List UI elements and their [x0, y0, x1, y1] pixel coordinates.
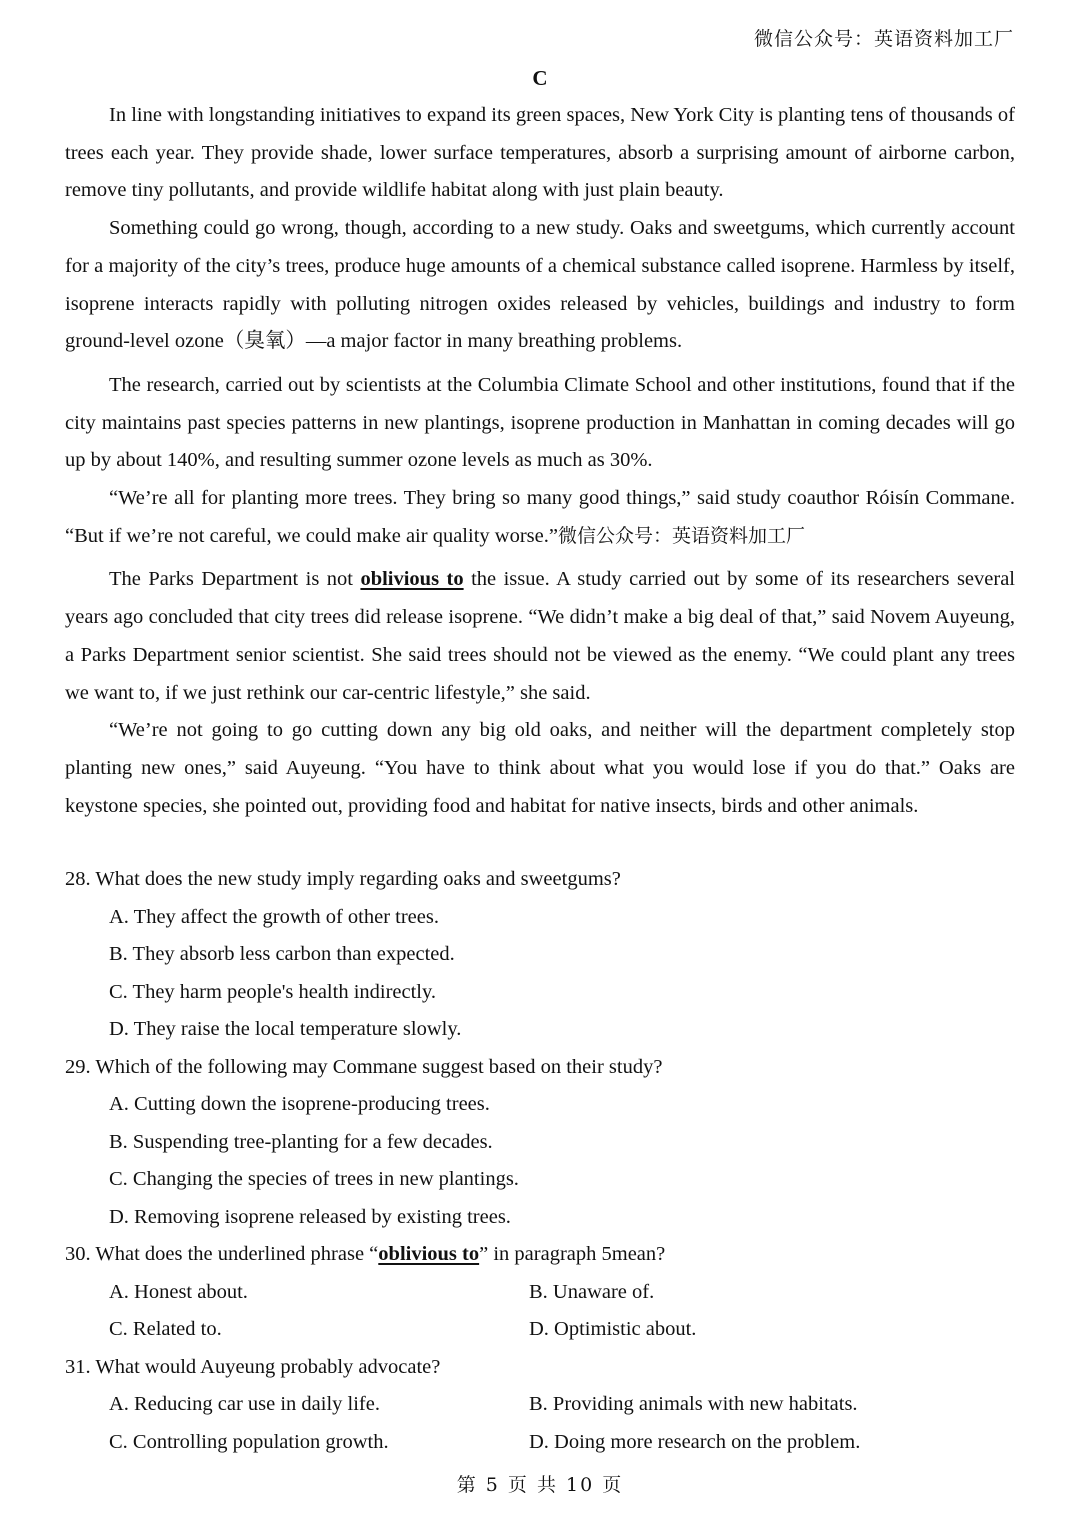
question-28-option-b: B. They absorb less carbon than expected.	[109, 943, 455, 965]
section-letter: C	[532, 66, 548, 90]
question-29-option-a: A. Cutting down the isoprene-producing trees.	[109, 1093, 490, 1115]
paragraph-5	[65, 561, 1015, 712]
question-31-option-b: B. Providing animals with new habitats.	[529, 1393, 858, 1415]
questions-section	[65, 861, 1015, 1461]
question-30-options-row-2	[65, 1311, 1015, 1349]
question-30-option-a: A. Honest about.	[109, 1280, 248, 1303]
paragraph-5-text-after: the issue. A study carried out by some of its researchers several years ago concluded that city trees did release isoprene. “We didn’t make a big deal of that,” said Novem Auyeung, a Parks Department senior scientist. She said trees should not be viewed as the enemy. “We could plant any trees we want to, if we just rethink our car-centric lifestyle,” she said.	[65, 568, 1015, 704]
header-watermark: 微信公众号：英语资料加工厂	[753, 28, 1014, 50]
question-31-stem: 31. What would Auyeung probably advocate?	[65, 1355, 441, 1378]
question-30-options-row-1	[65, 1274, 1015, 1312]
question-30-option-d: D. Optimistic about.	[529, 1318, 697, 1340]
question-28-stem: 28. What does the new study imply regarding oaks and sweetgums?	[65, 868, 621, 890]
paragraph-2: Something could go wrong, though, according to a new study. Oaks and sweetgums, which currently account for a majority of the city’s trees, produce huge amounts of a chemical substance called isoprene. Harmless by itself, isoprene interacts rapidly with polluting nitrogen oxides released by vehicles, buildings and industry to form ground-level ozone（臭氧）—a major factor in many breathing problems.	[65, 217, 1015, 353]
reading-passage	[65, 97, 1015, 831]
question-30-option-b: B. Unaware of.	[529, 1280, 655, 1303]
question-30-stem-after: ” in paragraph 5mean?	[479, 1243, 666, 1265]
inline-watermark: 微信公众号：英语资料加工厂	[557, 524, 805, 547]
underlined-phrase: oblivious to	[360, 568, 464, 591]
page-number-footer: 第 5 页 共 10 页	[456, 1474, 624, 1496]
question-31-option-a: A. Reducing car use in daily life.	[109, 1393, 380, 1415]
question-28-option-c: C. They harm people's health indirectly.	[109, 980, 437, 1003]
question-31-options-row-2	[65, 1424, 1015, 1462]
paragraph-5-text-before: The Parks Department is not	[109, 568, 361, 591]
question-29-option-b: B. Suspending tree-planting for a few decades.	[109, 1130, 493, 1153]
paragraph-4	[65, 480, 1015, 555]
question-31-option-d: D. Doing more research on the problem.	[529, 1430, 861, 1453]
question-31-options-row-1	[65, 1386, 1015, 1424]
question-29-option-c: C. Changing the species of trees in new plantings.	[109, 1168, 519, 1190]
question-28-option-a: A. They affect the growth of other trees.	[109, 905, 439, 928]
paragraph-4-text: “We’re all for planting more trees. They bring so many good things,” said study coauthor Róisín Commane. “But if we’re not careful, we could make air quality worse.”	[65, 487, 1015, 547]
question-30-stem-before: 30. What does the underlined phrase “	[65, 1243, 379, 1265]
question-28-option-d: D. They raise the local temperature slowly.	[109, 1018, 462, 1040]
question-30-underlined-phrase: oblivious to	[378, 1243, 480, 1265]
paragraph-1: In line with longstanding initiatives to expand its green spaces, New York City is planting tens of thousands of trees each year. They provide shade, lower surface temperatures, absorb a surprising amount of airborne carbon, remove tiny pollutants, and provide wildlife habitat along with just plain beauty.	[65, 104, 1015, 202]
question-31-option-c: C. Controlling population growth.	[109, 1430, 389, 1453]
question-29-stem: 29. Which of the following may Commane suggest based on their study?	[65, 1055, 663, 1078]
question-29-option-d: D. Removing isoprene released by existing trees.	[109, 1205, 511, 1228]
question-30-option-c: C. Related to.	[109, 1318, 222, 1340]
paragraph-3: The research, carried out by scientists at the Columbia Climate School and other institutions, found that if the city maintains past species patterns in new plantings, isoprene production in Manhattan in coming decades will go up by about 140%, and resulting summer ozone levels as much as 30%.	[65, 373, 1015, 472]
paragraph-6: “We’re not going to go cutting down any big old oaks, and neither will the department completely stop planting new ones,” said Auyeung. “You have to think about what you would lose if you do that.” Oaks are keystone species, she pointed out, providing food and habitat for native insects, birds and other animals.	[65, 719, 1015, 817]
question-30-stem	[65, 1236, 1015, 1274]
